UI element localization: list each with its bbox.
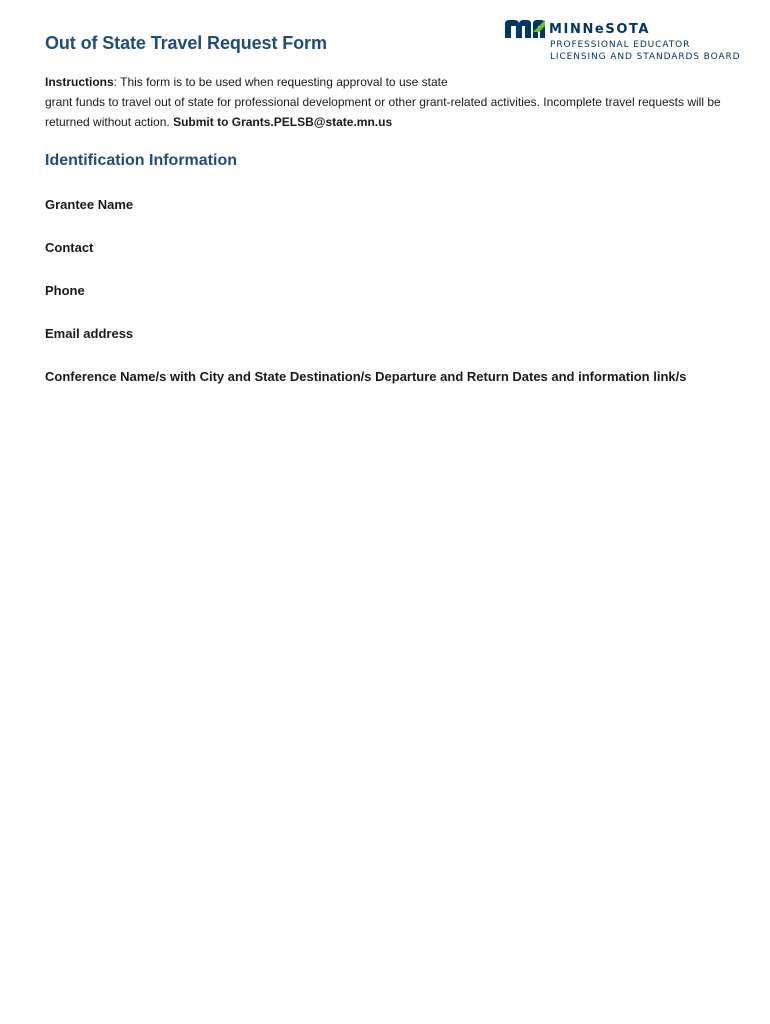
pelsb-logo bbox=[505, 20, 741, 66]
instructions-label: Instructions bbox=[45, 75, 114, 89]
submit-email-text: Submit to Grants.PELSB@state.mn.us bbox=[173, 115, 393, 129]
mn-logo-icon bbox=[505, 20, 545, 40]
instructions-text: grant funds to travel out of state for professional development or other grant-related activities. Incomplete travel requests will be returned without action. bbox=[45, 95, 721, 129]
logo-subtitle-line2: LICENSING AND STANDARDS BOARD bbox=[550, 52, 741, 62]
identification-heading: Identification Information bbox=[45, 152, 237, 169]
logo-wordmark: MINNeSOTA bbox=[549, 22, 651, 37]
phone-label: Phone bbox=[45, 283, 85, 298]
instructions-paragraph bbox=[45, 72, 725, 132]
page-title: Out of State Travel Request Form bbox=[45, 33, 327, 53]
email-address-label: Email address bbox=[45, 326, 134, 341]
contact-label: Contact bbox=[45, 240, 94, 255]
instructions-text-line1: : This form is to be used when requesting approval to use state bbox=[113, 75, 448, 89]
grantee-name-label: Grantee Name bbox=[45, 197, 134, 212]
conference-label: Conference Name/s with City and State Destination/s Departure and Return Dates and information link/s bbox=[45, 369, 687, 384]
logo-subtitle-line1: PROFESSIONAL EDUCATOR bbox=[550, 40, 691, 50]
